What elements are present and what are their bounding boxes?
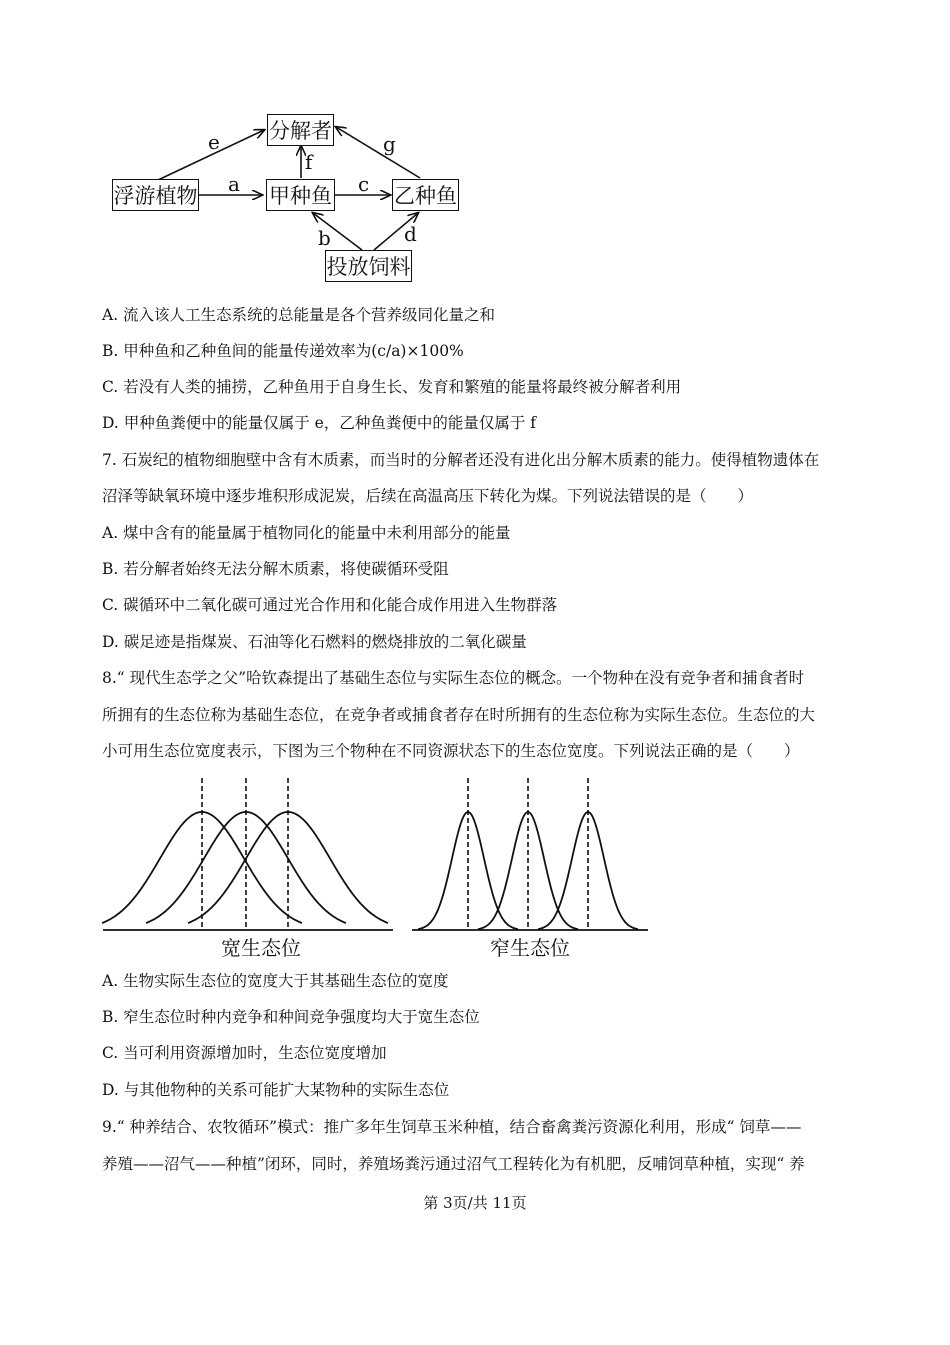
q8-option-a: A. 生物实际生态位的宽度大于其基础生态位的宽度	[102, 972, 449, 990]
q6-option-b: B. 甲种鱼和乙种鱼间的能量传递效率为(c/a)×100%	[102, 342, 464, 360]
q6-option-a: A. 流入该人工生态系统的总能量是各个营养级同化量之和	[102, 306, 496, 324]
label-narrow-niche: 窄生态位	[490, 936, 570, 960]
q7-stem-line-2: 沼泽等缺氧环境中逐步堆积形成泥炭，后续在高温高压下转化为煤。下列说法错误的是（ ）	[102, 487, 754, 505]
node-fish-a: 甲种鱼	[266, 179, 335, 211]
node-decomposer: 分解者	[267, 114, 334, 146]
label-wide-niche: 宽生态位	[221, 936, 301, 960]
edge-label-c: c	[358, 172, 370, 196]
q7-stem-line-1: 7. 石炭纪的植物细胞壁中含有木质素，而当时的分解者还没有进化出分解木质素的能力。使得植物遗体在	[102, 451, 820, 469]
q7-option-c: C. 碳循环中二氧化碳可通过光合作用和化能合成作用进入生物群落	[102, 596, 558, 614]
food-web-arrows	[0, 0, 950, 300]
q9-stem-line-2: 养殖——沼气——种植”闭环，同时，养殖场粪污通过沼气工程转化为有机肥，反哺饲草种植，实现“ 养	[102, 1155, 805, 1173]
q7-option-b: B. 若分解者始终无法分解木质素，将使碳循环受阻	[102, 560, 449, 578]
q8-stem-line-3: 小可用生态位宽度表示，下图为三个物种在不同资源状态下的生态位宽度。下列说法正确的是（ ）	[102, 742, 800, 760]
q9-stem-line-1: 9.“ 种养结合、农牧循环”模式：推广多年生饲草玉米种植，结合畜禽粪污资源化利用，形成“ 饲草——	[102, 1118, 802, 1136]
q7-option-a: A. 煤中含有的能量属于植物同化的能量中未利用部分的能量	[102, 524, 511, 542]
edge-label-f: f	[305, 150, 313, 174]
q8-option-b: B. 窄生态位时种内竞争和种间竞争强度均大于宽生态位	[102, 1008, 480, 1026]
node-plankton: 浮游植物	[112, 179, 199, 211]
q8-stem-line-2: 所拥有的生态位称为基础生态位，在竞争者或捕食者存在时所拥有的生态位称为实际生态位。生态位的大	[102, 706, 816, 724]
q7-option-d: D. 碳足迹是指煤炭、石油等化石燃料的燃烧排放的二氧化碳量	[102, 633, 527, 651]
q8-option-c: C. 当可利用资源增加时，生态位宽度增加	[102, 1044, 387, 1062]
edge-label-g: g	[383, 132, 396, 156]
q6-option-c: C. 若没有人类的捕捞，乙种鱼用于自身生长、发育和繁殖的能量将最终被分解者利用	[102, 378, 682, 396]
node-feed: 投放饲料	[325, 250, 412, 282]
edge-label-d: d	[404, 222, 417, 246]
page-footer: 第 3页/共 11页	[423, 1194, 527, 1212]
niche-curves	[0, 770, 950, 940]
q6-option-d: D. 甲种鱼粪便中的能量仅属于 e，乙种鱼粪便中的能量仅属于 f	[102, 414, 536, 432]
q8-stem-line-1: 8.“ 现代生态学之父”哈钦森提出了基础生态位与实际生态位的概念。一个物种在没有竞争者和捕食者时	[102, 669, 805, 687]
edge-label-b: b	[318, 226, 331, 250]
arrow-g	[336, 127, 420, 178]
node-fish-b: 乙种鱼	[392, 179, 459, 211]
q8-option-d: D. 与其他物种的关系可能扩大某物种的实际生态位	[102, 1081, 450, 1099]
edge-label-a: a	[228, 172, 240, 196]
edge-label-e: e	[208, 130, 220, 154]
